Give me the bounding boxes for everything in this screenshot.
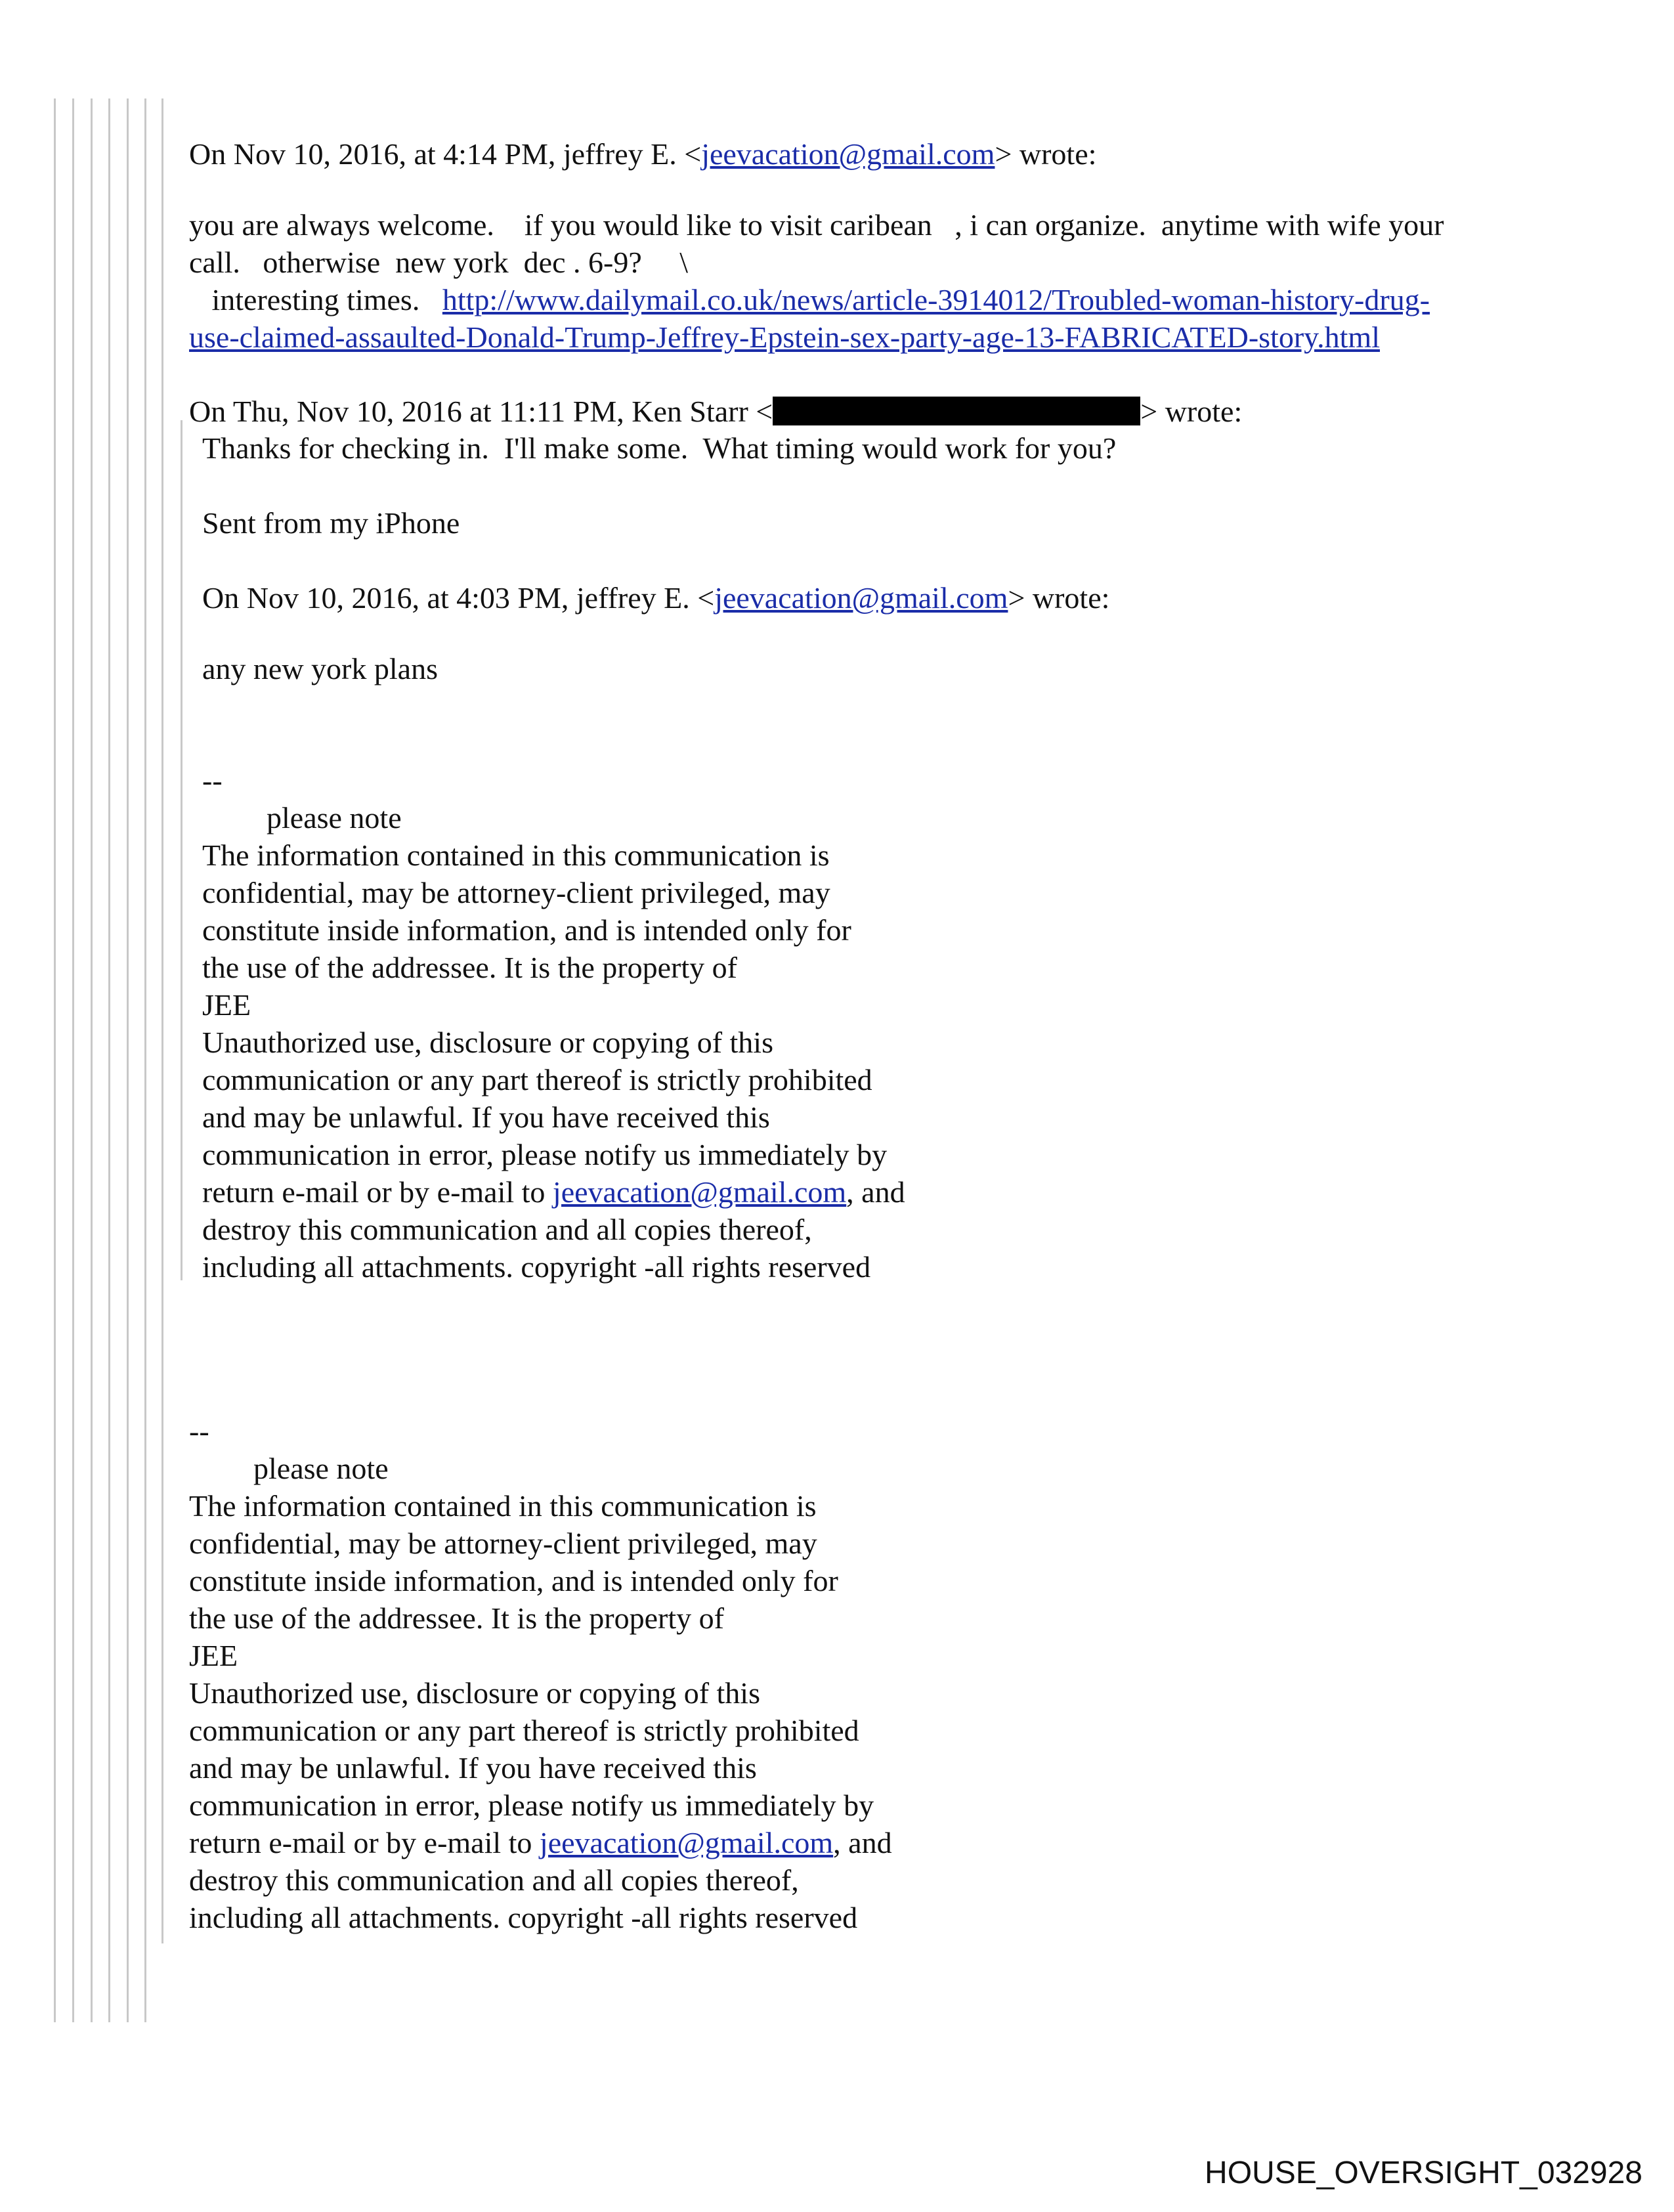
signature-line: destroy this communication and all copies thereof, xyxy=(189,1863,799,1897)
message-body-line: you are always welcome. if you would like to visit caribean , i can organize. anytime with wife your xyxy=(189,208,1444,242)
signature-line: Unauthorized use, disclosure or copying of this xyxy=(202,1026,773,1059)
article-link[interactable]: use-claimed-assaulted-Donald-Trump-Jeffrey-Epstein-sex-party-age-13-FABRICATED-story.html xyxy=(189,320,1380,354)
redaction-box xyxy=(773,397,1140,425)
signature-line: return e-mail or by e-mail to jeevacation@gmail.com, and xyxy=(202,1175,905,1209)
quote-bar xyxy=(91,98,93,2022)
quote-bar xyxy=(181,420,182,1280)
email-link[interactable]: jeevacation@gmail.com xyxy=(552,1175,847,1209)
signature-line: The information contained in this communication is xyxy=(189,1489,817,1523)
signature-line: return e-mail or by e-mail to jeevacation@gmail.com, and xyxy=(189,1826,892,1859)
email-link[interactable]: jeevacation@gmail.com xyxy=(714,581,1008,615)
bates-number: HOUSE_OVERSIGHT_032928 xyxy=(1205,2156,1642,2190)
signature-line: communication or any part thereof is strictly prohibited xyxy=(202,1063,872,1096)
signature-line: destroy this communication and all copies thereof, xyxy=(202,1213,812,1246)
message-body-line xyxy=(189,318,1380,356)
signature-line: constitute inside information, and is intended only for xyxy=(189,1564,838,1597)
signature-line: The information contained in this communication is xyxy=(202,838,830,872)
message-header: On Nov 10, 2016, at 4:03 PM, jeffrey E. <jeevacation@gmail.com> wrote: xyxy=(202,581,1110,615)
signature-line: confidential, may be attorney-client privileged, may xyxy=(189,1527,817,1560)
signature-line: the use of the addressee. It is the property of xyxy=(202,951,737,984)
signature-line: constitute inside information, and is intended only for xyxy=(202,913,851,947)
signature-line: including all attachments. copyright -all rights reserved xyxy=(202,1250,871,1284)
quote-bar xyxy=(144,98,146,2022)
signature-line: and may be unlawful. If you have received this xyxy=(189,1751,757,1785)
signature-line: including all attachments. copyright -all rights reserved xyxy=(189,1901,858,1934)
message-body-line: Thanks for checking in. I'll make some. What timing would work for you? xyxy=(202,431,1117,465)
signature-line: and may be unlawful. If you have received this xyxy=(202,1100,770,1134)
signature-dashes: -- xyxy=(189,1414,209,1448)
message-header: On Nov 10, 2016, at 4:14 PM, jeffrey E. <jeevacation@gmail.com> wrote: xyxy=(189,137,1097,171)
quote-bar xyxy=(72,98,74,2022)
message-body-line: Sent from my iPhone xyxy=(202,506,460,540)
message-header: On Thu, Nov 10, 2016 at 11:11 PM, Ken Starr < > wrote: xyxy=(189,395,1243,428)
quote-bar xyxy=(108,98,110,2022)
signature-line: confidential, may be attorney-client privileged, may xyxy=(202,876,830,909)
email-link[interactable]: jeevacation@gmail.com xyxy=(701,137,995,171)
signature-line: communication in error, please notify us immediately by xyxy=(202,1138,888,1171)
quote-bar xyxy=(127,98,129,2022)
signature-line: communication in error, please notify us immediately by xyxy=(189,1789,874,1822)
signature-line: JEE xyxy=(202,988,251,1022)
message-body-line: any new york plans xyxy=(202,652,438,685)
signature-please-note: please note xyxy=(267,801,402,835)
signature-line: the use of the addressee. It is the property of xyxy=(189,1601,724,1635)
signature-line: Unauthorized use, disclosure or copying of this xyxy=(189,1676,760,1710)
signature-dashes: -- xyxy=(202,764,223,797)
quote-bar xyxy=(54,98,56,2022)
signature-line: JEE xyxy=(189,1639,238,1672)
message-body-line: interesting times. http://www.dailymail.co.uk/news/article-3914012/Troubled-woman-history-drug- xyxy=(189,283,1430,316)
quote-bar xyxy=(161,98,163,1943)
signature-line: communication or any part thereof is strictly prohibited xyxy=(189,1714,859,1747)
article-link[interactable]: http://www.dailymail.co.uk/news/article-3914012/Troubled-woman-history-drug- xyxy=(442,283,1430,316)
signature-please-note: please note xyxy=(253,1452,389,1485)
email-link[interactable]: jeevacation@gmail.com xyxy=(539,1826,834,1859)
message-body-line: call. otherwise new york dec . 6-9? \ xyxy=(189,246,689,279)
